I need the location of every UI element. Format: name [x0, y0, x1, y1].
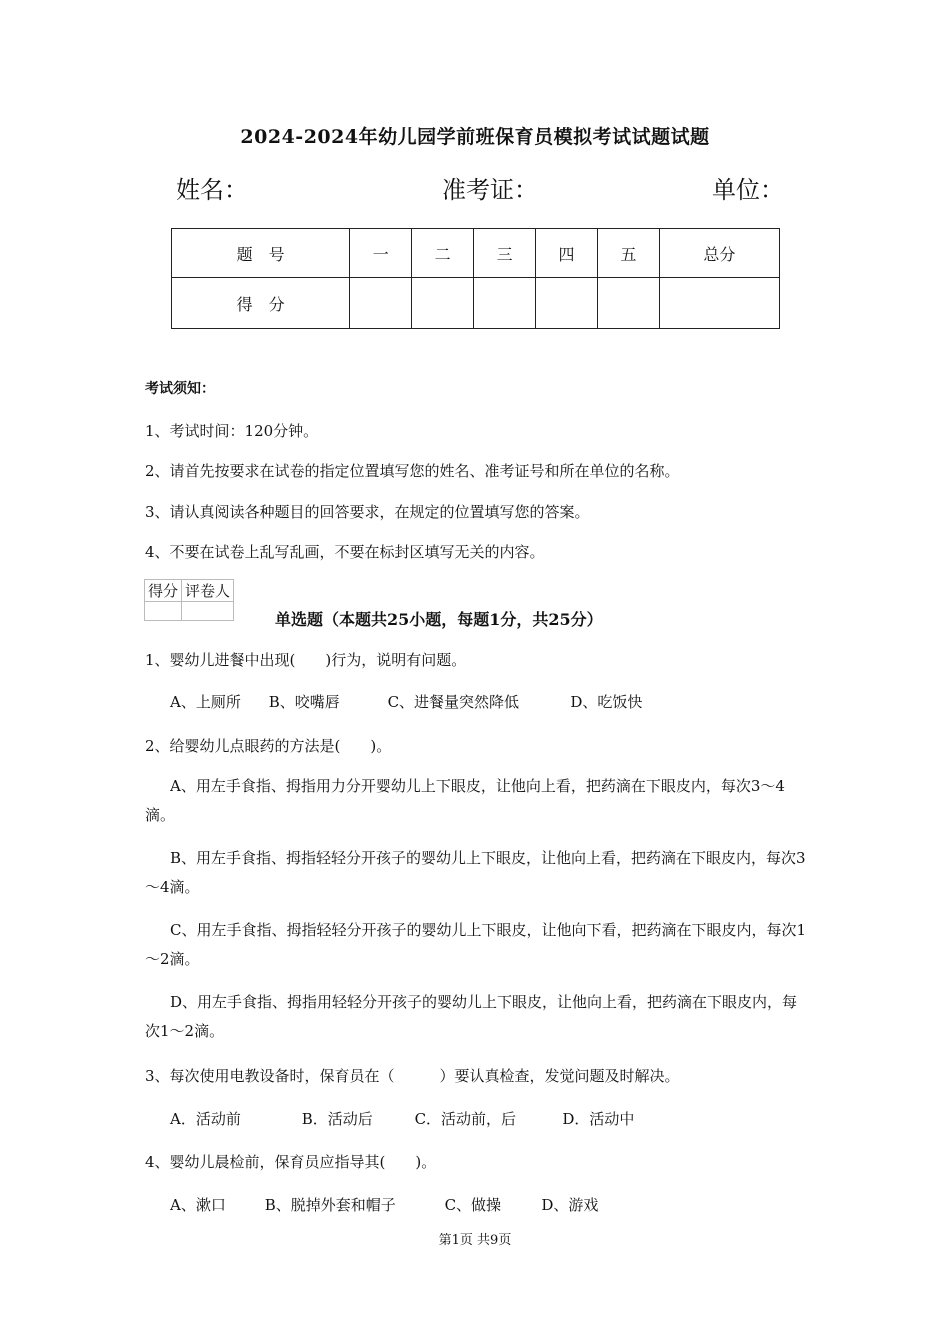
question-option-paragraph: A、用左手食指、拇指用力分开婴幼儿上下眼皮，让他向上看，把药滴在下眼皮内，每次3～4滴。	[145, 777, 785, 824]
exam-title: 2024-2024年幼儿园学前班保育员模拟考试试题试题	[240, 126, 710, 148]
option: A、上厕所	[170, 693, 241, 711]
score-cell	[597, 278, 659, 329]
notice-item: 3、请认真阅读各种题目的回答要求，在规定的位置填写您的答案。	[145, 503, 590, 521]
score-cell	[412, 278, 474, 329]
candidate-fields	[176, 170, 784, 204]
score-cell	[474, 278, 536, 329]
grader-score-cell	[145, 602, 182, 621]
grader-name-label: 评卷人	[182, 580, 234, 602]
grader-score-label: 得分	[145, 580, 182, 602]
score-cell	[536, 278, 598, 329]
option: D、游戏	[541, 1196, 599, 1214]
score-table-header-cell: 四	[536, 229, 598, 278]
option: C．活动前，后	[414, 1110, 517, 1128]
question-options	[170, 1108, 634, 1129]
notice-item: 1、考试时间：120分钟。	[145, 422, 319, 440]
question-options	[170, 691, 642, 712]
grader-name-cell	[182, 602, 234, 621]
option: C、进餐量突然降低	[387, 693, 520, 711]
score-row-label: 得 分	[172, 278, 350, 329]
notice-item: 4、不要在试卷上乱写乱画，不要在标封区填写无关的内容。	[145, 543, 545, 561]
option: B、脱掉外套和帽子	[264, 1196, 396, 1214]
option: A、漱口	[170, 1196, 226, 1214]
notice-heading: 考试须知：	[145, 381, 215, 397]
score-table-header-row	[172, 229, 780, 278]
score-cell	[350, 278, 412, 329]
option: D、吃饭快	[570, 693, 643, 711]
name-field-label: 姓名：	[176, 176, 248, 204]
unit-field-label: 单位：	[712, 176, 784, 204]
option: B．活动后	[301, 1110, 373, 1128]
score-cell	[659, 278, 779, 329]
score-table-score-row	[172, 278, 780, 329]
score-table-header-cell: 总分	[659, 229, 779, 278]
score-table-header-cell: 三	[474, 229, 536, 278]
question-stem: 1、婴幼儿进餐中出现( )行为，说明有问题。	[145, 651, 467, 669]
exam-id-field-label: 准考证：	[442, 176, 538, 204]
option: D．活动中	[562, 1110, 635, 1128]
option: C、做操	[444, 1196, 502, 1214]
score-table	[171, 228, 780, 329]
grader-box	[144, 579, 234, 621]
score-table-header-cell: 二	[412, 229, 474, 278]
score-table-header-cell: 题 号	[172, 229, 350, 278]
question-options	[170, 1194, 598, 1215]
page-footer: 第1页 共9页	[438, 1233, 512, 1248]
question-option-paragraph: C、用左手食指、拇指轻轻分开孩子的婴幼儿上下眼皮，让他向下看，把药滴在下眼皮内，每次1～2滴。	[145, 921, 807, 968]
option: A．活动前	[170, 1110, 241, 1128]
question-option-paragraph: D、用左手食指、拇指用轻轻分开孩子的婴幼儿上下眼皮，让他向上看，把药滴在下眼皮内，每次1～2滴。	[145, 993, 798, 1040]
option: B、咬嘴唇	[268, 693, 340, 711]
question-option-paragraph: B、用左手食指、拇指轻轻分开孩子的婴幼儿上下眼皮，让他向上看，把药滴在下眼皮内，每次3～4滴。	[145, 849, 806, 896]
notice-item: 2、请首先按要求在试卷的指定位置填写您的姓名、准考证号和所在单位的名称。	[145, 462, 680, 480]
question-stem: 2、给婴幼儿点眼药的方法是( )。	[145, 737, 392, 755]
question-stem: 3、每次使用电教设备时，保育员在（ ）要认真检查，发觉问题及时解决。	[145, 1067, 680, 1085]
score-table-header-cell: 五	[597, 229, 659, 278]
section-heading: 单选题（本题共25小题，每题1分，共25分）	[275, 610, 603, 629]
question-stem: 4、婴幼儿晨检前，保育员应指导其( )。	[145, 1153, 437, 1171]
score-table-header-cell: 一	[350, 229, 412, 278]
